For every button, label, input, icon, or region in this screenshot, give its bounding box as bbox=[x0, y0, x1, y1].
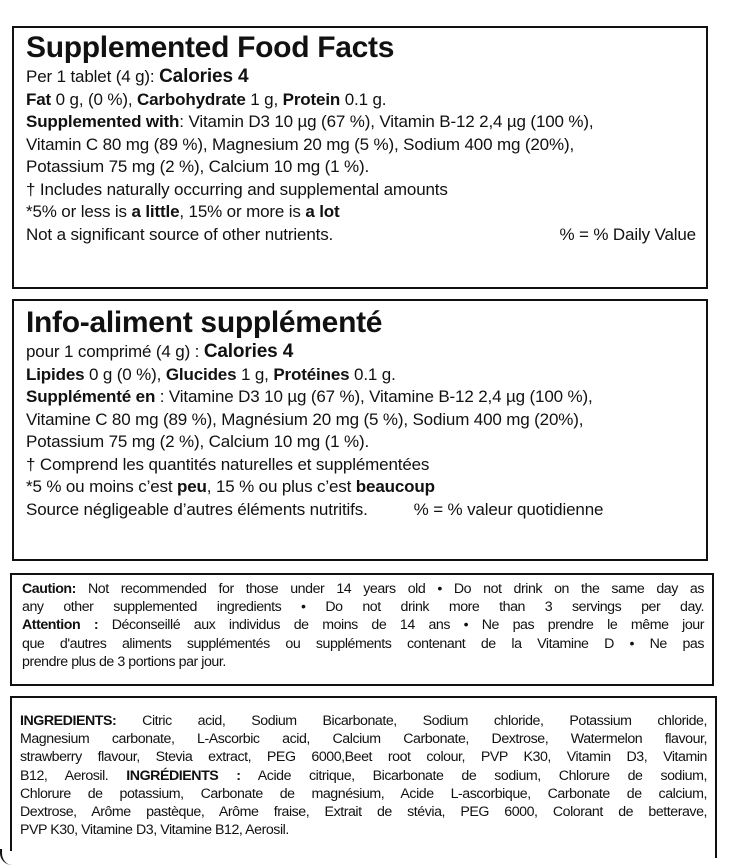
ingredients-line-3: strawberry flavour, Stevia extract, PEG 6000,Beet root colour, PVP K30, Vitamin D3, Vitamin bbox=[20, 749, 707, 766]
english-dv-guide bbox=[26, 201, 696, 224]
french-not-significant: Source négligeable d’autres éléments nutritifs. bbox=[26, 499, 368, 519]
english-calories: Calories 4 bbox=[159, 66, 249, 87]
english-facts-panel bbox=[12, 26, 708, 289]
caution-text-3: Déconseillé aux individus de moins de 14 ans • Ne pas prendre le même jour bbox=[98, 617, 705, 634]
french-serving: pour 1 comprimé (4 g) : bbox=[26, 342, 204, 361]
english-dv-a: *5% or less is bbox=[26, 202, 132, 221]
caution-text-1: Not recommended for those under 14 years old • Do not drink on the same day as bbox=[75, 581, 704, 597]
caution-label-en: Caution: bbox=[22, 581, 76, 597]
english-dv-legend: % = % Daily Value bbox=[559, 224, 696, 244]
english-footer-line bbox=[26, 224, 696, 247]
english-serving: Per 1 tablet (4 g): bbox=[26, 67, 160, 86]
french-supplement-label: Supplémenté en bbox=[26, 387, 156, 406]
caution-line-1 bbox=[22, 580, 704, 598]
english-protein-value: 0.1 g. bbox=[340, 89, 387, 109]
french-supplement-line-2: Vitamine C 80 mg (89 %), Magnésium 20 mg (5 %), Sodium 400 mg (20%), bbox=[26, 409, 584, 429]
french-dv-b: , 15 % ou plus c’est bbox=[206, 477, 356, 496]
french-supplement-line-1 bbox=[26, 386, 696, 409]
french-fat-label: Lipides bbox=[26, 364, 85, 384]
english-dv-b: , 15% or more is bbox=[179, 202, 306, 221]
french-dv-little: peu bbox=[177, 477, 207, 496]
ingredients-panel bbox=[10, 696, 717, 858]
english-fat-value: 0 g, (0 %), bbox=[51, 89, 137, 109]
ingredients-left-border bbox=[10, 696, 12, 851]
english-macros-line bbox=[26, 89, 696, 112]
english-protein-label: Protein bbox=[282, 89, 341, 109]
ingredients-corner-curve bbox=[0, 849, 12, 865]
french-fat-value: 0 g (0 %), bbox=[84, 364, 166, 384]
english-fat-label: Fat bbox=[26, 89, 52, 109]
caution-line-4: que d'autres aliments supplémentés ou suppléments contenant de la Vitamine D • Ne pas bbox=[22, 635, 704, 652]
french-dv-guide bbox=[26, 476, 696, 499]
english-supplement-line-2: Vitamin C 80 mg (89 %), Magnesium 20 mg (5 %), Sodium 400 mg (20%), bbox=[26, 134, 575, 154]
ingredients-line-4 bbox=[20, 767, 707, 785]
french-protein-value: 0.1 g. bbox=[349, 364, 396, 384]
ingredients-line-7: PVP K30, Vitamine D3, Vitamine B12, Aerosil. bbox=[20, 822, 289, 839]
french-protein-label: Protéines bbox=[273, 364, 350, 384]
caution-label-fr: Attention : bbox=[22, 617, 99, 634]
french-supplement-text-1: : Vitamine D3 10 µg (67 %), Vitamine B-12 2,4 µg (100 %), bbox=[155, 387, 593, 406]
english-title: Supplemented Food Facts bbox=[26, 31, 395, 64]
english-supplement-line-1 bbox=[26, 111, 696, 134]
ingredients-text-4a: B12, Aerosil. bbox=[20, 767, 127, 784]
english-dagger-note: † Includes naturally occurring and supplemental amounts bbox=[26, 179, 448, 199]
ingredients-line-1 bbox=[20, 712, 707, 730]
english-supplement-label: Supplemented with bbox=[26, 112, 180, 131]
french-supplement-line-3: Potassium 75 mg (2 %), Calcium 10 mg (1 %). bbox=[26, 432, 370, 451]
english-carb-label: Carbohydrate bbox=[136, 89, 246, 109]
french-dagger-note: † Comprend les quantités naturelles et supplémentées bbox=[26, 454, 430, 474]
french-dv-a: *5 % ou moins c’est bbox=[26, 477, 178, 496]
caution-panel bbox=[10, 573, 714, 686]
caution-line-2: any other supplemented ingredients • Do not drink more than 3 servings per day. bbox=[22, 599, 704, 616]
ingredients-line-2: Magnesium carbonate, L-Ascorbic acid, Calcium Carbonate, Dextrose, Watermelon flavour, bbox=[20, 731, 707, 748]
ingredients-line-5: Chlorure de potassium, Carbonate de magnésium, Acide L-ascorbique, Carbonate de calcium, bbox=[20, 785, 707, 802]
ingredients-label-en: INGREDIENTS: bbox=[20, 713, 117, 729]
english-carb-value: 1 g, bbox=[245, 89, 283, 109]
french-footer-line bbox=[26, 499, 696, 522]
english-supplement-text-1: : Vitamin D3 10 µg (67 %), Vitamin B-12 2,4 µg (100 %), bbox=[179, 112, 594, 131]
french-dv-legend: % = % valeur quotidienne bbox=[413, 499, 604, 519]
french-carb-label: Glucides bbox=[165, 364, 237, 384]
french-carb-value: 1 g, bbox=[236, 364, 274, 384]
french-title: Info-aliment supplémenté bbox=[26, 306, 383, 339]
english-supplement-line-3: Potassium 75 mg (2 %), Calcium 10 mg (1 %). bbox=[26, 157, 370, 176]
english-not-significant: Not a significant source of other nutrients. bbox=[26, 224, 334, 244]
ingredients-line-6: Dextrose, Arôme pastèque, Arôme fraise, Extrait de stévia, PEG 6000, Colorant de betterave, bbox=[20, 804, 707, 821]
ingredients-label-fr: INGRÉDIENTS : bbox=[126, 767, 241, 784]
english-serving-line bbox=[26, 66, 696, 89]
caution-line-5: prendre plus de 3 portions par jour. bbox=[22, 653, 226, 670]
english-dv-little: a little bbox=[131, 202, 180, 221]
english-dv-lot: a lot bbox=[305, 202, 340, 221]
ingredients-text-4b: Acide citrique, Bicarbonate de sodium, Chlorure de sodium, bbox=[240, 767, 707, 784]
french-calories: Calories 4 bbox=[203, 341, 294, 362]
ingredients-text-1: Citric acid, Sodium Bicarbonate, Sodium chloride, Potassium chloride, bbox=[116, 713, 707, 729]
french-serving-line bbox=[26, 341, 696, 364]
french-dv-lot: beaucoup bbox=[355, 477, 435, 496]
caution-line-3 bbox=[22, 616, 704, 634]
french-macros-line bbox=[26, 364, 696, 387]
french-facts-panel bbox=[12, 299, 708, 561]
